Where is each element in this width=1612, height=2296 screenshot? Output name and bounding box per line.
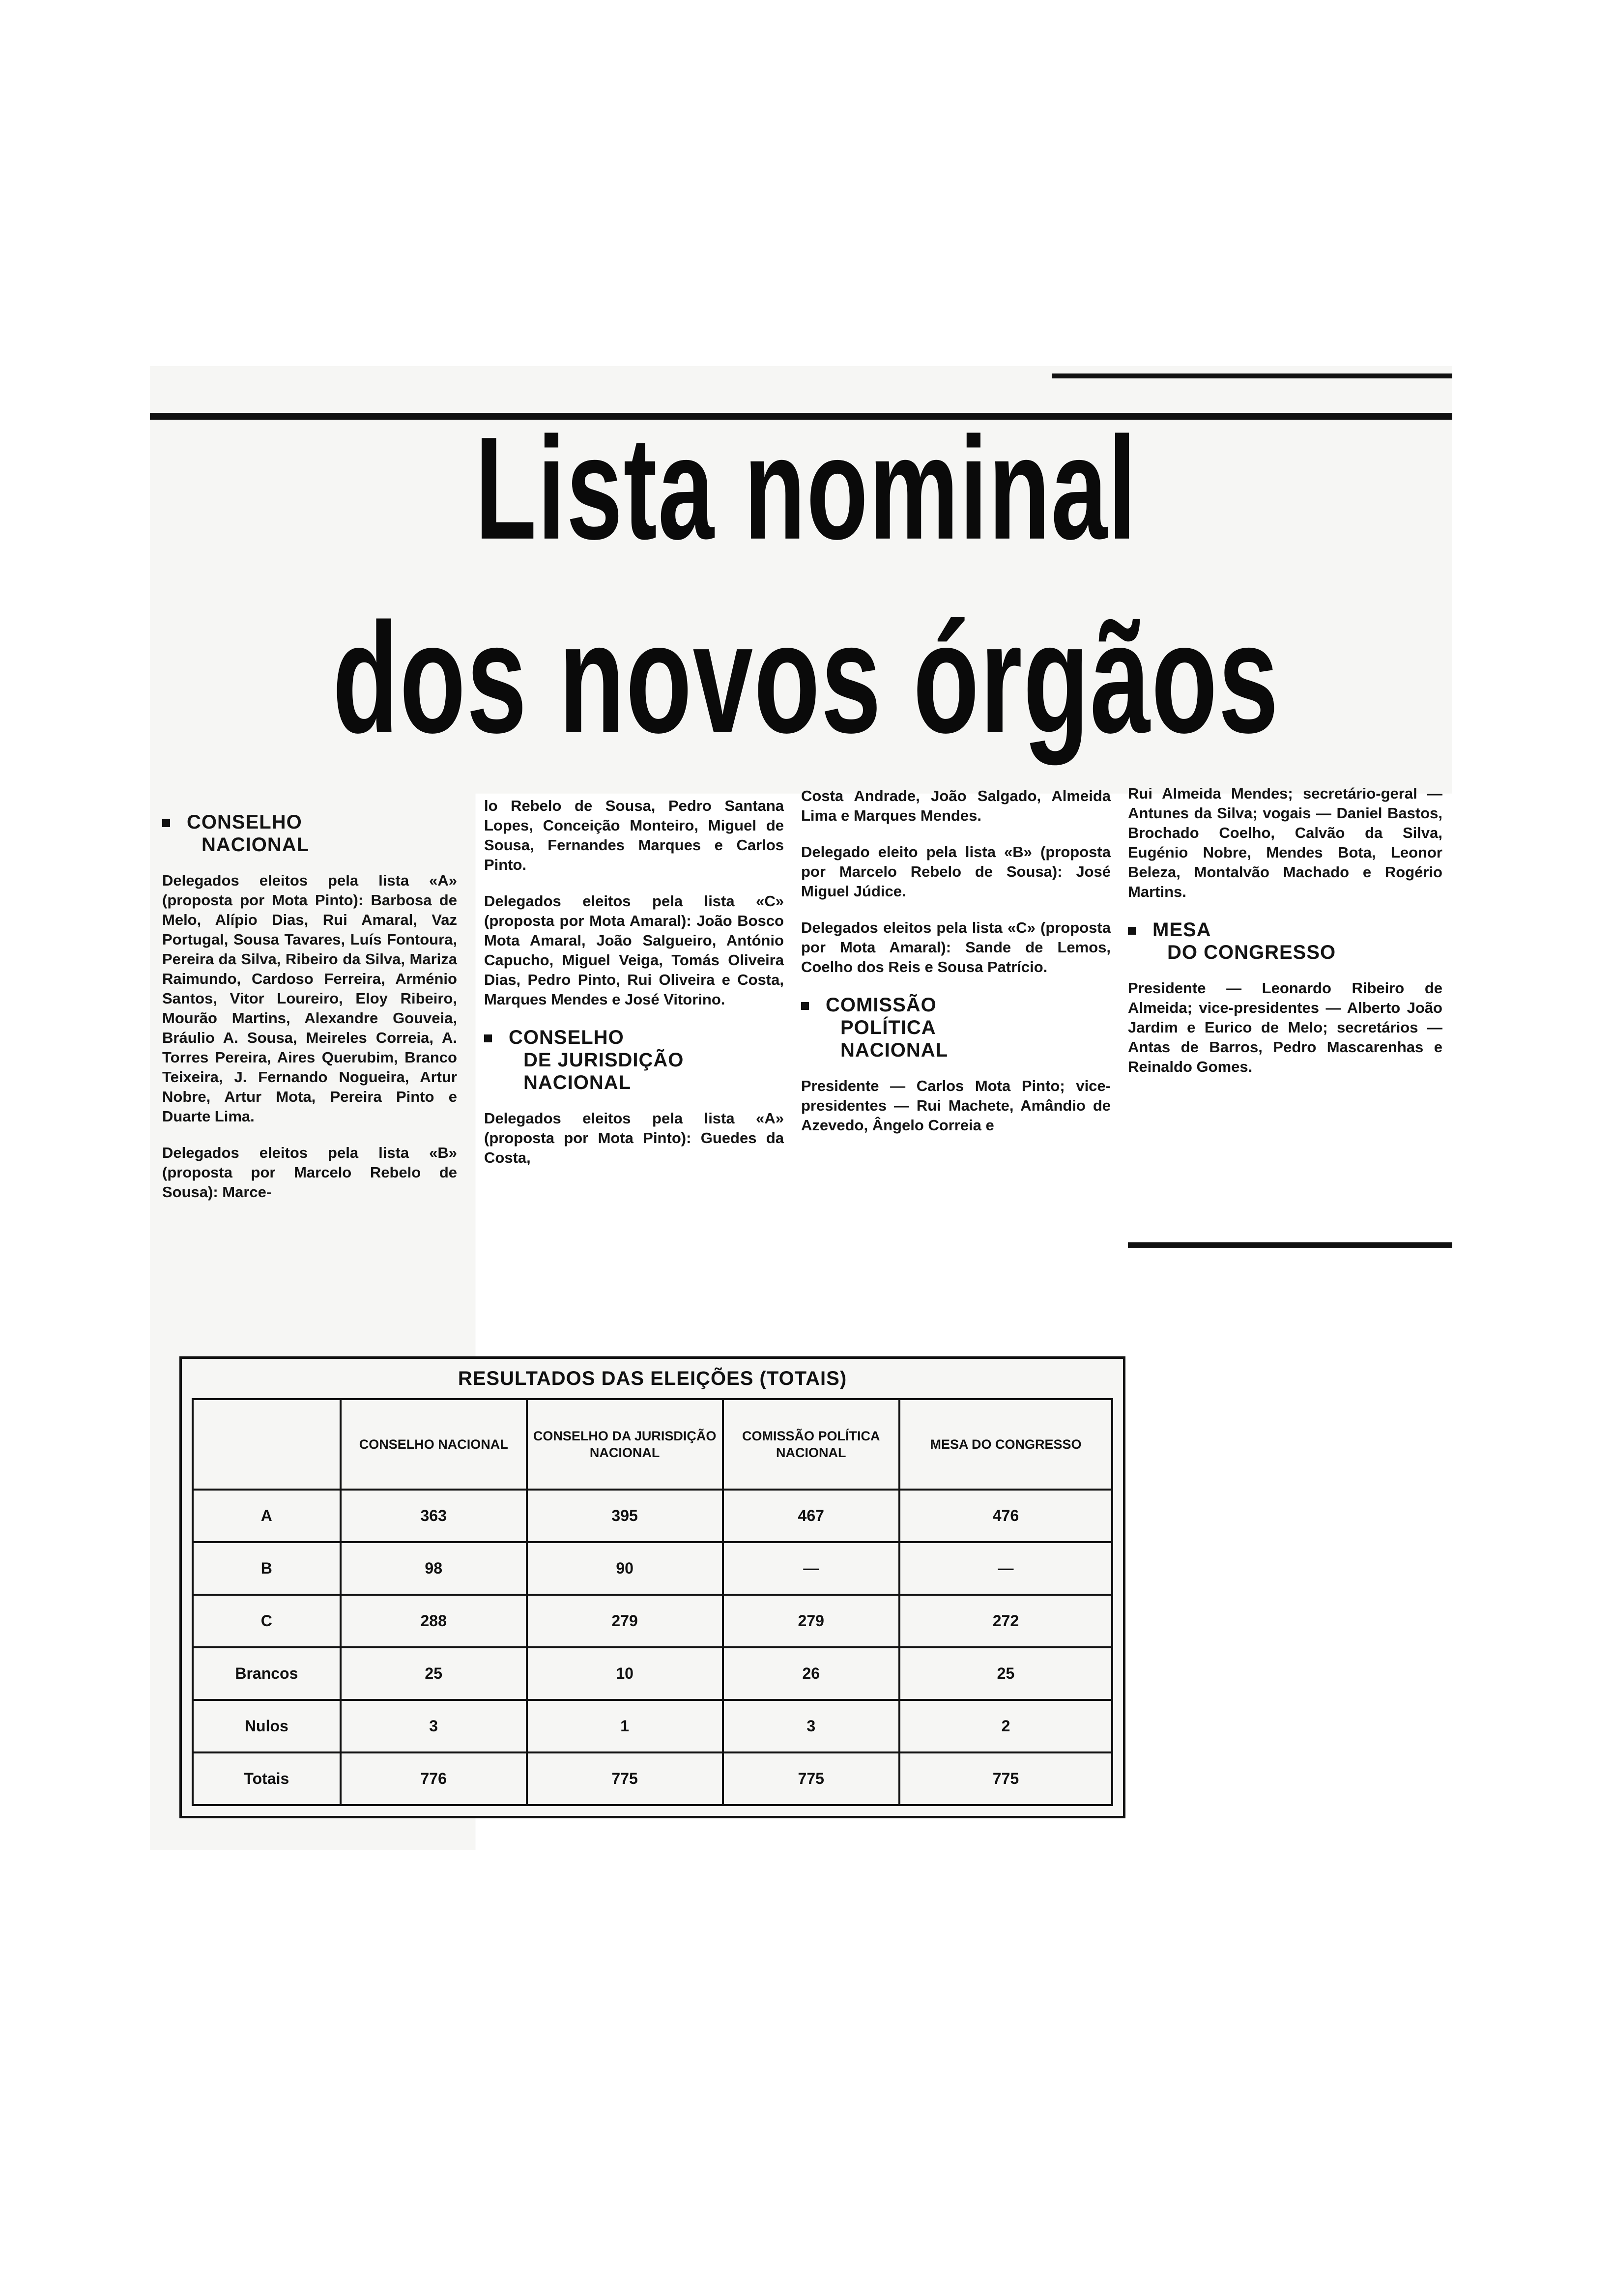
results-table-caption: RESULTADOS DAS ELEIÇÕES (TOTAIS) [458, 1368, 847, 1389]
paragraph: Delegado eleito pela lista «B» (proposta por Marcelo Rebelo de Sousa): José Miguel Júdice. [801, 843, 1111, 900]
paragraph: Presidente — Carlos Mota Pinto; vice-presidentes — Rui Machete, Amândio de Azevedo, Ângelo Correia e [801, 1077, 1111, 1134]
table-cell: 26 [723, 1647, 899, 1700]
table-header [193, 1399, 341, 1490]
bullet-icon [162, 819, 170, 827]
table-cell: Brancos [193, 1647, 341, 1700]
section-title-mesa-congresso: MESA DO CONGRESSO [1128, 918, 1442, 964]
paragraph: Delegados eleitos pela lista «A» (proposta por Mota Pinto): Barbosa de Melo, Alípio Dias, Rui Amaral, Vaz Portugal, Sousa Tavares, Luís Fontoura, Pereira da Silva, Ribeiro da Silva, Mariza Raimundo, Cardoso Ferreira, Arménio Santos, Vitor Loureiro, Eloy Ribeiro, Mourão Martins, Alexandre Gouveia, Bráulio A. Sousa, Meireles Correia, A. Torres Pereira, Aires Querubim, Branco Teixeira, J. Fernando Nogueira, Artur Nobre, Artur Mota, Pereira Pinto e Duarte Lima. [162, 872, 457, 1125]
table-cell: 776 [341, 1752, 527, 1805]
table-cell: — [899, 1542, 1112, 1595]
table-cell: 98 [341, 1542, 527, 1595]
table-cell: C [193, 1595, 341, 1647]
table-cell: 476 [899, 1490, 1112, 1542]
paragraph: Costa Andrade, João Salgado, Almeida Lima e Marques Mendes. [801, 787, 1111, 824]
table-header: MESA DO CONGRESSO [899, 1399, 1112, 1490]
paragraph: Delegados eleitos pela lista «A» (proposta por Mota Pinto): Guedes da Costa, [484, 1110, 784, 1166]
table-cell: 279 [527, 1595, 723, 1647]
table-cell: 3 [723, 1700, 899, 1752]
table-header: CONSELHO DA JURISDIÇÃO NACIONAL [527, 1399, 723, 1490]
headline-line-1: Lista nominal [475, 406, 1137, 570]
table-cell: — [723, 1542, 899, 1595]
table-cell: Nulos [193, 1700, 341, 1752]
table-cell: 775 [527, 1752, 723, 1805]
table-cell: 279 [723, 1595, 899, 1647]
bullet-icon [1128, 927, 1136, 935]
bullet-icon [484, 1034, 492, 1042]
section-title-conselho-nacional: CONSELHO NACIONAL [162, 811, 457, 856]
section-title-conselho-jurisdicao: CONSELHO DE JURISDIÇÃO NACIONAL [484, 1026, 784, 1094]
table-cell: 2 [899, 1700, 1112, 1752]
table-cell: 775 [723, 1752, 899, 1805]
table-cell: 467 [723, 1490, 899, 1542]
section-title-comissao-politica: COMISSÃO POLÍTICA NACIONAL [801, 994, 1111, 1062]
table-cell: Totais [193, 1752, 341, 1805]
column-4-bottom-rule [1128, 1242, 1452, 1248]
results-table-box [179, 1356, 1125, 1818]
column-2 [484, 796, 784, 1184]
table-cell: 395 [527, 1490, 723, 1542]
top-rule-right [1052, 373, 1452, 378]
table-cell: 10 [527, 1647, 723, 1700]
table-header: CONSELHO NACIONAL [341, 1399, 527, 1490]
table-row [193, 1752, 1112, 1805]
results-table [192, 1398, 1113, 1806]
table-cell: 272 [899, 1595, 1112, 1647]
table-cell: 775 [899, 1752, 1112, 1805]
column-4 [1128, 784, 1442, 1093]
headline-line-2: dos novos órgãos [332, 590, 1280, 766]
table-cell: 25 [341, 1647, 527, 1700]
table-cell: 363 [341, 1490, 527, 1542]
table-cell: 3 [341, 1700, 527, 1752]
table-header-row [193, 1399, 1112, 1490]
paragraph: lo Rebelo de Sousa, Pedro Santana Lopes, Conceição Monteiro, Miguel de Sousa, Fernandes Marques e Carlos Pinto. [484, 797, 784, 873]
table-row [193, 1542, 1112, 1595]
paragraph: Delegados eleitos pela lista «B» (proposta por Marcelo Rebelo de Sousa): Marce- [162, 1144, 457, 1201]
table-cell: 288 [341, 1595, 527, 1647]
table-row [193, 1700, 1112, 1752]
bullet-icon [801, 1002, 809, 1010]
paragraph: Delegados eleitos pela lista «C» (proposta por Mota Amaral): Sande de Lemos, Coelho dos Reis e Sousa Patrício. [801, 919, 1111, 976]
table-row [193, 1595, 1112, 1647]
column-1 [162, 811, 457, 1219]
paragraph: Delegados eleitos pela lista «C» (proposta por Mota Amaral): João Bosco Mota Amaral, João Salgueiro, António Capucho, Miguel Veiga, Tomás Oliveira Dias, Pedro Pinto, Rui Oliveira e Costa, Marques Mendes e José Vitorino. [484, 892, 784, 1008]
table-row [193, 1490, 1112, 1542]
paragraph: Presidente — Leonardo Ribeiro de Almeida; vice-presidentes — Alberto João Jardim e Eurico de Melo; secretários — Antas de Barros, Pedro Mascarenhas e Reinaldo Gomes. [1128, 979, 1442, 1075]
table-cell: A [193, 1490, 341, 1542]
paragraph: Rui Almeida Mendes; secretário-geral — Antunes da Silva; vogais — Daniel Bastos, Brochado Coelho, Calvão da Silva, Eugénio Nobre, Mendes Bota, Leonor Beleza, Montalvão Machado e Rogério Martins. [1128, 785, 1442, 900]
table-cell: 1 [527, 1700, 723, 1752]
table-header: COMISSÃO POLÍTICA NACIONAL [723, 1399, 899, 1490]
table-row [193, 1647, 1112, 1700]
table-cell: 25 [899, 1647, 1112, 1700]
table-cell: 90 [527, 1542, 723, 1595]
table-cell: B [193, 1542, 341, 1595]
column-3 [801, 786, 1111, 1152]
